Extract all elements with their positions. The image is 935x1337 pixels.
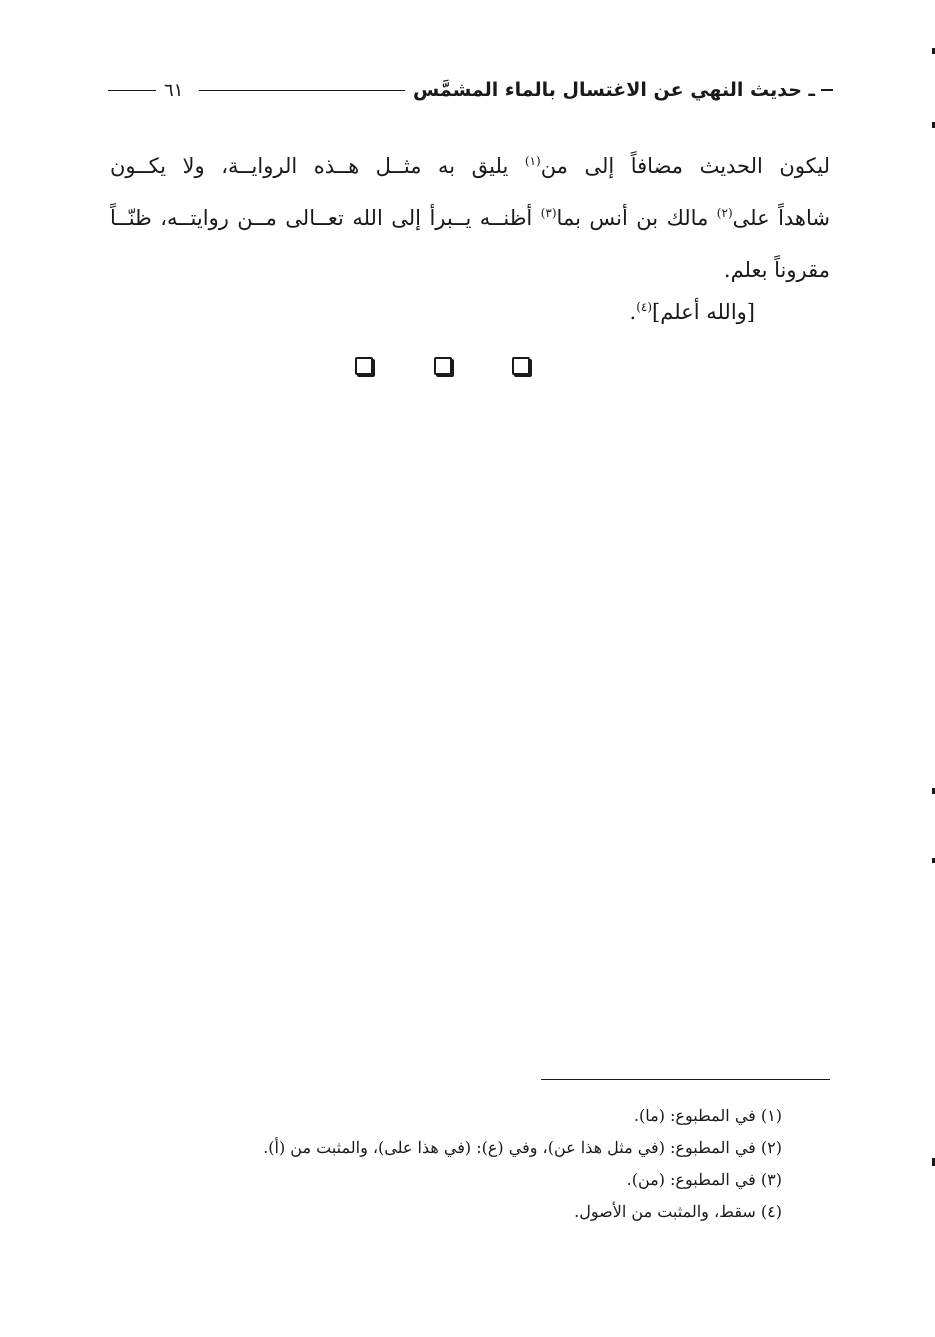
- square-icon: [434, 357, 452, 375]
- footnote-3: (٣) في المطبوع: (من).: [626, 1170, 782, 1189]
- text-run: ليكون الحديث مضافاً إلى من: [540, 154, 830, 178]
- footnote-ref-2[interactable]: (٢): [716, 206, 733, 220]
- closing-text: [والله أعلم]: [652, 300, 755, 324]
- text-run: أظنــه يــبرأ إلى الله تعــالى مــن روايتــه، ظنّــاً: [110, 206, 541, 230]
- section-ornament: [355, 357, 530, 377]
- text-run: شاهداً على: [732, 206, 830, 230]
- header-rule-end: [108, 90, 156, 91]
- paragraph-line-1: [110, 140, 830, 192]
- paragraph-line-3: مقروناً بعلم.: [723, 258, 830, 282]
- footnotes-list: [150, 1100, 782, 1228]
- footnote-2: (٢) في المطبوع: (في مثل هذا عن)، وفي (ع): (في هذا على)، والمثبت من (أ).: [263, 1138, 782, 1157]
- header-dash: [821, 89, 833, 91]
- footnote-separator: [541, 1079, 830, 1080]
- main-paragraph: [110, 140, 830, 296]
- paragraph-line-2: [110, 192, 830, 244]
- closing-phrase: [110, 292, 755, 332]
- text-run: مالك بن أنس بما: [556, 206, 717, 230]
- text-run: يليق به مثــل هــذه الروايــة، ولا يكــون: [110, 154, 525, 178]
- running-title: ـ حديث النهي عن الاغتسال بالماء المشمَّس: [413, 79, 815, 101]
- footnote-ref-1[interactable]: (١): [524, 154, 541, 168]
- square-icon: [512, 357, 530, 375]
- square-icon: [355, 357, 373, 375]
- page-number: ٦١: [164, 79, 184, 101]
- footnote-4: (٤) سقط، والمثبت من الأصول.: [574, 1202, 782, 1221]
- footnote-ref-3[interactable]: (٣): [540, 206, 557, 220]
- running-header: [108, 70, 833, 110]
- header-rule: [199, 90, 405, 91]
- closing-period: .: [629, 300, 637, 324]
- footnote-1: (١) في المطبوع: (ما).: [633, 1106, 782, 1125]
- footnote-ref-4[interactable]: (٤): [636, 300, 653, 314]
